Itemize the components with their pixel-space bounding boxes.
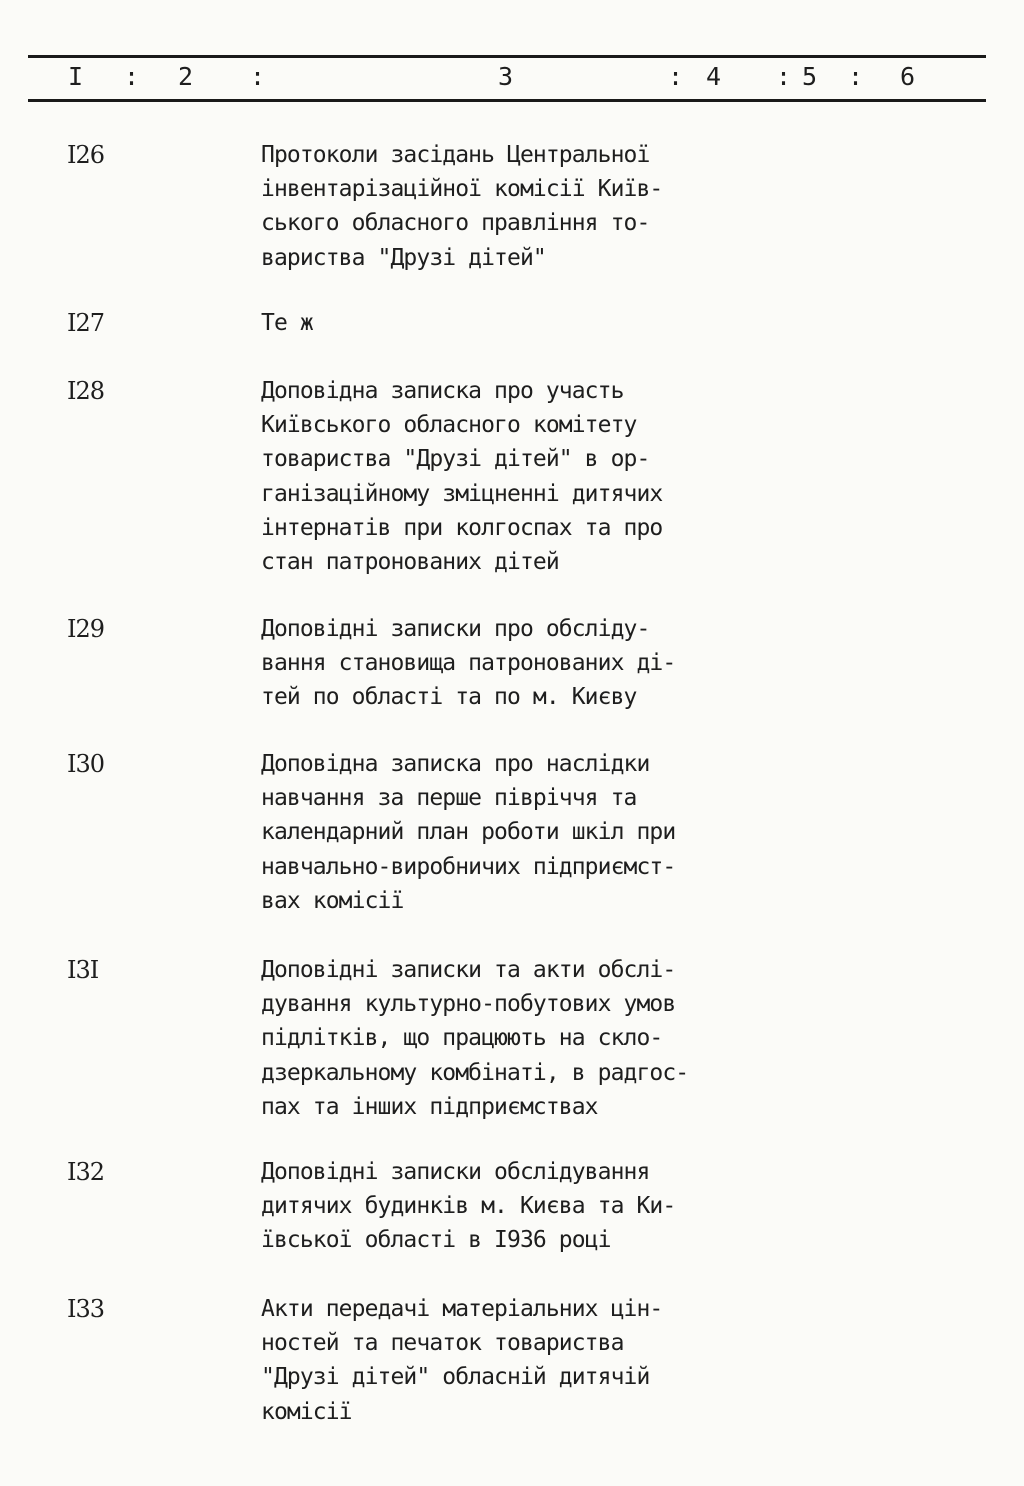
entry-title-line: календарний план роботи шкіл при bbox=[261, 819, 676, 846]
column-header-5: 5 bbox=[802, 62, 818, 91]
entry-number: I26 bbox=[67, 141, 105, 169]
entry-title-line: ського обласного правління то- bbox=[261, 210, 650, 237]
entry-number: I33 bbox=[67, 1295, 105, 1323]
entry-title-line: Доповідні записки та акти обслі- bbox=[261, 957, 676, 983]
entry-title-line: ївської області в I936 році bbox=[261, 1227, 611, 1254]
entry-title bbox=[261, 374, 741, 579]
entry-title-line: стан патронованих дітей bbox=[261, 549, 559, 576]
entry-number: I3I bbox=[67, 956, 99, 984]
entry-title bbox=[261, 1155, 741, 1258]
entry-title-line: вання становища патронованих ді- bbox=[261, 650, 676, 677]
entry-title-line: Протоколи засідань Центральної bbox=[261, 142, 650, 168]
entry-title-line: тей по області та по м. Києву bbox=[261, 684, 637, 711]
column-separator: : bbox=[250, 62, 266, 91]
entry-title bbox=[261, 747, 741, 918]
entry-number: I27 bbox=[67, 309, 105, 337]
entry-title-line: Акти передачі матеріальних цін- bbox=[261, 1296, 663, 1322]
header-bottom-rule bbox=[28, 99, 986, 102]
column-header-2: 2 bbox=[178, 62, 194, 91]
entry-number: I30 bbox=[67, 750, 105, 778]
entry-title bbox=[261, 953, 741, 1124]
column-header-6: 6 bbox=[900, 62, 916, 91]
entry-title bbox=[261, 612, 741, 715]
entry-title bbox=[261, 138, 741, 275]
column-header-3: 3 bbox=[498, 62, 514, 91]
header-top-rule bbox=[28, 55, 986, 58]
entry-title-line: дитячих будинків м. Києва та Ки- bbox=[261, 1193, 676, 1220]
entry-title-line: дування культурно-побутових умов bbox=[261, 991, 676, 1018]
entry-title-line: навчання за перше півріччя та bbox=[261, 785, 637, 812]
entry-title-line: товариства "Друзі дітей" в ор- bbox=[261, 446, 650, 473]
entry-title-line: комісії bbox=[261, 1398, 352, 1425]
entry-title-line: ганізаційному зміцненні дитячих bbox=[261, 480, 663, 507]
column-separator: : bbox=[848, 62, 864, 91]
entry-title-line: Доповідна записка про наслідки bbox=[261, 751, 650, 777]
entry-title-line: дзеркальному комбінаті, в радгос- bbox=[261, 1059, 689, 1086]
column-header-1: I bbox=[68, 62, 84, 91]
entry-title-line: Те ж bbox=[261, 310, 313, 336]
entry-title-line: вах комісії bbox=[261, 887, 404, 914]
entry-title bbox=[261, 306, 741, 340]
entry-title-line: Доповідні записки обслідування bbox=[261, 1159, 650, 1185]
column-separator: : bbox=[668, 62, 684, 91]
entry-number: I29 bbox=[67, 615, 105, 643]
entry-title-line: Доповідні записки про обсліду- bbox=[261, 616, 650, 642]
column-separator: : bbox=[124, 62, 140, 91]
entry-title-line: інтернатів при колгоспах та про bbox=[261, 514, 663, 541]
entry-number: I28 bbox=[67, 377, 105, 405]
entry-title-line: Київського обласного комітету bbox=[261, 412, 637, 439]
entry-title bbox=[261, 1292, 741, 1429]
entry-title-line: підлітків, що працюють на скло- bbox=[261, 1025, 663, 1052]
entry-title-line: "Друзі дітей" обласній дитячій bbox=[261, 1364, 650, 1391]
entry-title-line: Доповідна записка про участь bbox=[261, 378, 624, 404]
entry-title-line: інвентарізаційної комісії Київ- bbox=[261, 176, 663, 203]
column-separator: : bbox=[776, 62, 792, 91]
entry-title-line: навчально-виробничих підприємст- bbox=[261, 853, 676, 880]
entry-title-line: ностей та печаток товариства bbox=[261, 1330, 624, 1357]
column-header-4: 4 bbox=[706, 62, 722, 91]
entry-number: I32 bbox=[67, 1158, 105, 1186]
entry-title-line: вариства "Друзі дітей" bbox=[261, 244, 546, 271]
entry-title-line: пах та інших підприємствах bbox=[261, 1093, 598, 1120]
